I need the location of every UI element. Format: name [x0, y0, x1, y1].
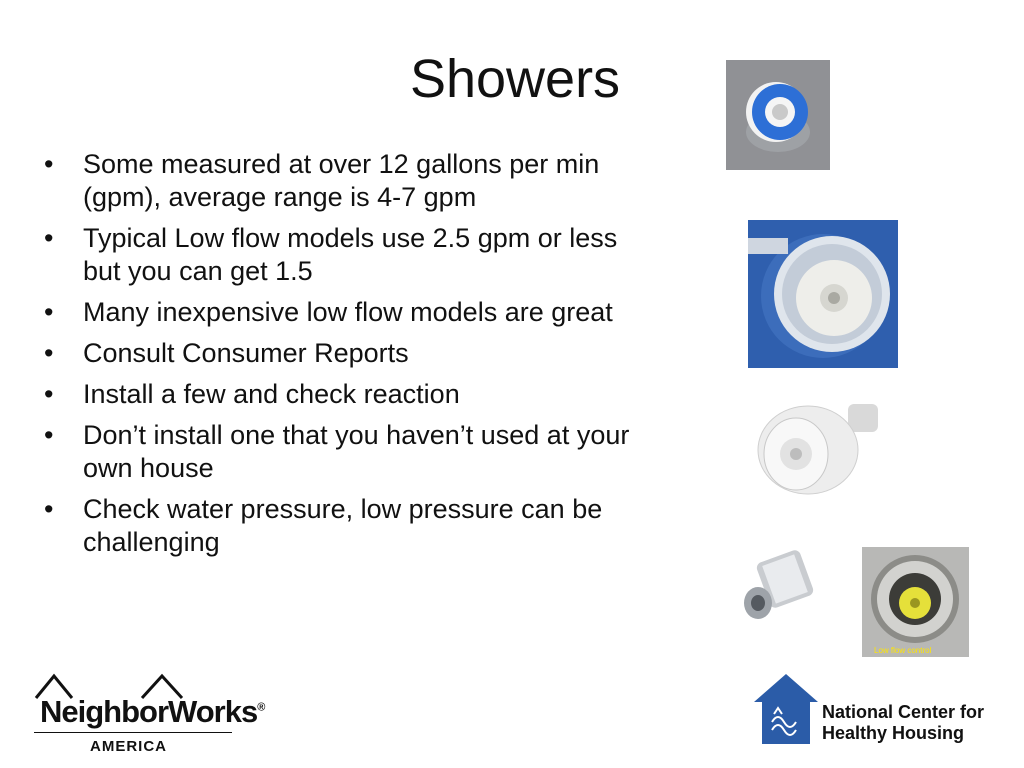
- neighborworks-wordmark: NeighborWorks®: [40, 694, 265, 729]
- bullet-item: • Check water pressure, low pressure can be challenging: [44, 493, 644, 559]
- slide-title: Showers: [409, 49, 621, 109]
- bullet-item: • Consult Consumer Reports: [44, 337, 644, 370]
- house-icon: [752, 672, 820, 746]
- showerhead-icon: [748, 220, 898, 368]
- chrome-adapter-photo: [734, 545, 828, 627]
- logo-divider: [34, 732, 232, 733]
- bullet-item: • Many inexpensive low flow models are great: [44, 296, 644, 329]
- plumber-tape-photo: [726, 60, 830, 170]
- tape-roll-icon: [726, 60, 830, 170]
- bullet-item: • Typical Low flow models use 2.5 gpm or less but you can get 1.5: [44, 222, 644, 288]
- bullet-item: • Some measured at over 12 gallons per min (gpm), average range is 4-7 gpm: [44, 148, 644, 214]
- low-flow-showerhead-photo: [748, 220, 898, 368]
- flow-control-insert-photo: [862, 547, 969, 657]
- chrome-adapter-icon: [734, 545, 828, 627]
- neighborworks-subtitle: AMERICA: [90, 738, 167, 755]
- white-showerhead-photo: [752, 396, 884, 500]
- bullet-item: • Don’t install one that you haven’t used at your own house: [44, 419, 644, 485]
- nchh-logo: [752, 672, 1007, 750]
- bullet-list: [44, 148, 644, 567]
- showerhead-white-icon: [752, 396, 884, 500]
- neighborworks-logo: [32, 670, 265, 760]
- flow-control-icon: [862, 547, 969, 657]
- flow-control-caption: Low flow control: [874, 646, 932, 655]
- nchh-wordmark: National Center for Healthy Housing: [822, 702, 985, 743]
- bullet-item: • Install a few and check reaction: [44, 378, 644, 411]
